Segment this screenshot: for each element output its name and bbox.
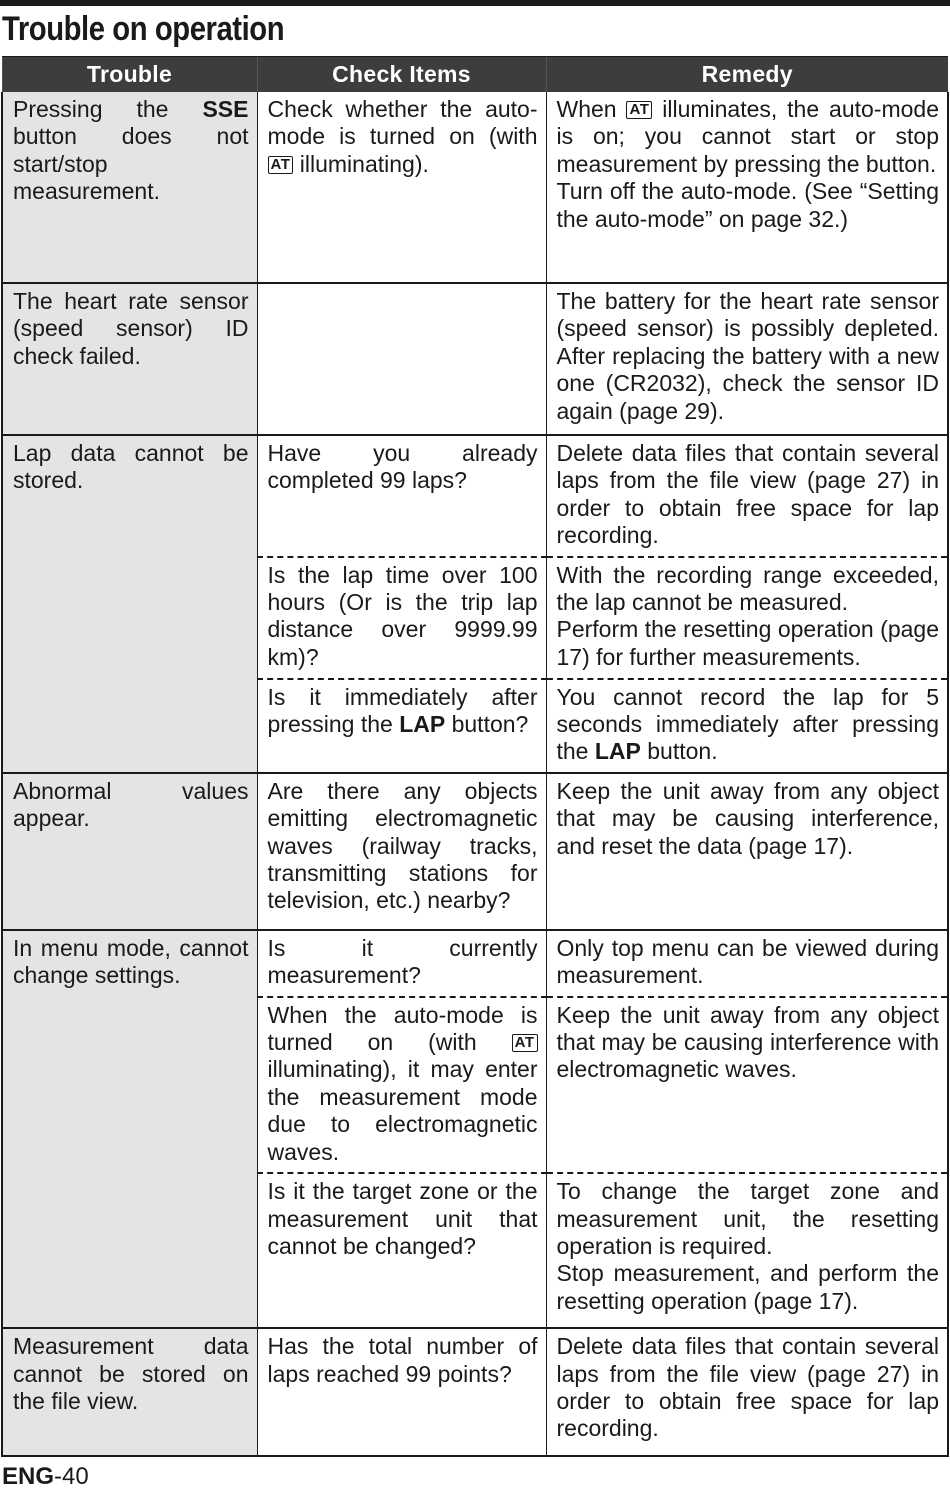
page-title: Trouble on operation <box>2 10 285 48</box>
lap-button-label: LAP <box>594 738 641 765</box>
top-rule <box>0 0 950 6</box>
remedy-cell <box>546 1328 948 1456</box>
trouble-cell <box>2 92 257 283</box>
footer-number: -40 <box>54 1463 89 1490</box>
check-cell <box>257 773 546 930</box>
remedy-text: Delete data files that contain several laps from the file view (page 27) in order to obtain free space for lap recording. <box>556 1333 939 1442</box>
auto-mode-icon: AT <box>626 101 652 119</box>
remedy-cell <box>546 1173 948 1328</box>
check-cell <box>257 930 546 997</box>
trouble-text: Abnormal values appear. <box>13 777 249 832</box>
trouble-text: Measurement data cannot be stored on the file view. <box>13 1333 249 1414</box>
remedy-text: You cannot record the lap for 5 seconds immediately after pressing the LAP button. <box>556 683 939 765</box>
table-row <box>2 435 948 557</box>
footer-prefix: ENG <box>2 1463 55 1490</box>
table-row <box>2 92 948 283</box>
check-cell <box>257 679 546 773</box>
table-row <box>2 1328 948 1456</box>
trouble-table <box>1 56 949 1457</box>
lap-button-label: LAP <box>399 711 446 738</box>
trouble-cell <box>2 1328 257 1456</box>
check-cell <box>257 1173 546 1328</box>
check-text: Is it the target zone or the measurement unit that cannot be changed? <box>267 1178 538 1259</box>
header-row <box>2 57 948 93</box>
trouble-cell <box>2 283 257 435</box>
remedy-cell <box>546 997 948 1173</box>
sse-button-label: SSE <box>202 96 249 122</box>
remedy-text: Keep the unit away from any object that may be causing interference with electromagnetic waves. <box>556 1001 939 1083</box>
remedy-text: Stop measurement, and perform the resetting operation (page 17). <box>556 1260 939 1314</box>
check-cell <box>257 435 546 557</box>
remedy-cell <box>546 773 948 930</box>
remedy-text: To change the target zone and measurement unit, the resetting operation is required. <box>556 1178 939 1259</box>
table-row <box>2 283 948 435</box>
header-check-items: Check Items <box>257 57 546 93</box>
remedy-cell <box>546 435 948 557</box>
remedy-cell <box>546 930 948 997</box>
remedy-text: Turn off the auto-mode. (See “Setting the auto-mode” on page 32.) <box>556 178 939 232</box>
check-text: Are there any objects emitting electromagnetic waves (railway tracks, transmitting stations for television, etc.) nearby? <box>267 777 538 914</box>
remedy-text: Keep the unit away from any object that may be causing interference, and reset the data (page 17). <box>556 777 939 859</box>
check-cell <box>257 557 546 679</box>
remedy-text: Only top menu can be viewed during measurement. <box>556 934 939 989</box>
trouble-text: The heart rate sensor (speed sensor) ID check failed. <box>13 288 249 369</box>
check-text: Is it currently measurement? <box>267 934 538 989</box>
check-cell <box>257 997 546 1173</box>
remedy-cell <box>546 92 948 283</box>
check-cell <box>257 92 546 283</box>
remedy-cell <box>546 557 948 679</box>
page-number <box>2 1463 89 1491</box>
remedy-text: When AT illuminates, the auto-mode is on; you cannot start or stop measurement by pressing the button. <box>556 96 939 177</box>
table-row <box>2 773 948 930</box>
remedy-text: With the recording range exceeded, the lap cannot be measured. <box>556 561 939 616</box>
check-text: Is the lap time over 100 hours (Or is the trip lap distance over 9999.99 km)? <box>267 561 538 670</box>
remedy-text: Perform the resetting operation (page 17) for further measurements. <box>556 616 939 670</box>
check-text: When the auto-mode is turned on (with AT illuminating), it may enter the measurement mode due to electromagnetic waves. <box>267 1001 538 1165</box>
header-remedy: Remedy <box>546 57 948 93</box>
trouble-cell <box>2 930 257 1328</box>
remedy-text: The battery for the heart rate sensor (speed sensor) is possibly depleted. After replacing the battery with a new one (CR2032), check the sensor ID again (page 29). <box>556 288 939 424</box>
trouble-cell <box>2 435 257 773</box>
check-text: Check whether the auto-mode is turned on (with AT illuminating). <box>267 96 538 177</box>
check-cell <box>257 1328 546 1456</box>
check-cell <box>257 283 546 435</box>
auto-mode-icon: AT <box>512 1034 538 1052</box>
check-text: Has the total number of laps reached 99 points? <box>267 1333 538 1387</box>
trouble-text: Pressing the SSE button does not start/stop measurement. <box>13 96 249 205</box>
check-text: Have you already completed 99 laps? <box>267 440 538 494</box>
header-trouble: Trouble <box>2 57 257 93</box>
check-text: Is it immediately after pressing the LAP button? <box>267 683 538 738</box>
trouble-cell <box>2 773 257 930</box>
trouble-text: Lap data cannot be stored. <box>13 440 249 494</box>
remedy-cell <box>546 283 948 435</box>
auto-mode-icon: AT <box>268 156 294 174</box>
trouble-text: In menu mode, cannot change settings. <box>13 934 249 989</box>
remedy-cell <box>546 679 948 773</box>
table-row <box>2 930 948 997</box>
remedy-text: Delete data files that contain several laps from the file view (page 27) in order to obtain free space for lap recording. <box>556 440 939 549</box>
